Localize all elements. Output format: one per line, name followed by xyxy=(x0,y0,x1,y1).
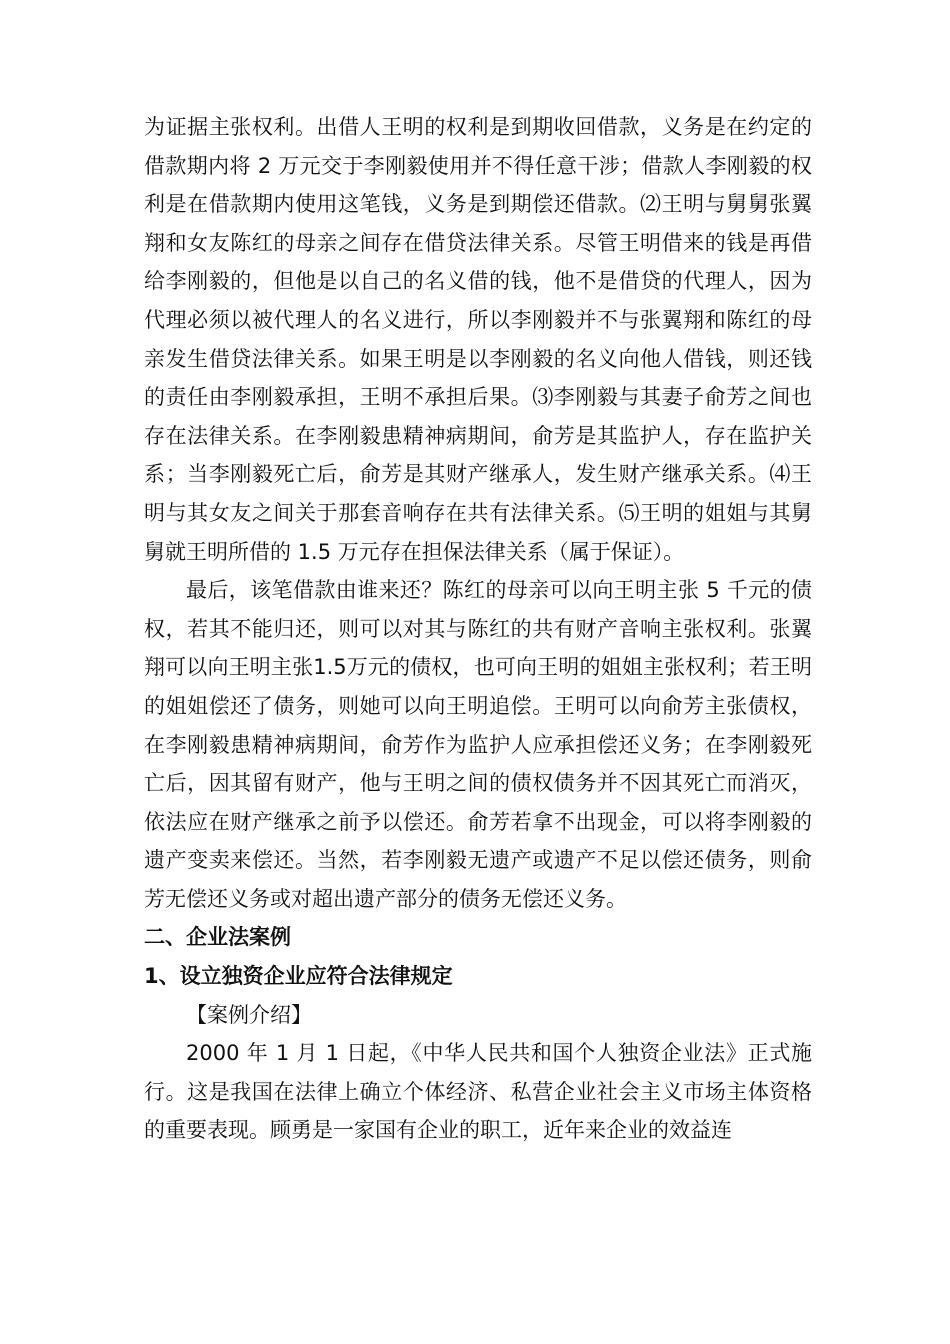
case-intro-label: 【案例介绍】 xyxy=(186,1002,312,1027)
paragraph-rights-relations: 为证据主张权利。出借人王明的权利是到期收回借款，义务是在约定的借款期内将 2 万元交于李刚毅使用并不得任意干涉；借款人李刚毅的权利是在借款期内使用这笔钱，义务是到期偿还借款。⑵王明与舅舅张翼翔和女友陈红的母亲之间存在借贷法律关系。尽管王明借来的钱是再借给李刚毅的，但他是以自己的名义借的钱，他不是借贷的代理人，因为代理必须以被代理人的名义进行，所以李刚毅并不与张翼翔和陈红的母亲发生借贷法律关系。如果王明是以李刚毅的名义向他人借钱，则还钱的责任由李刚毅承担，王明不承担后果。⑶李刚毅与其妻子俞芳之间也存在法律关系。在李刚毅患精神病期间，俞芳是其监护人，存在监护关系；当李刚毅死亡后，俞芳是其财产继承人，发生财产继承关系。⑷王明与其女友之间关于那套音响存在共有法律关系。⑸王明的姐姐与其舅舅就王明所借的 1.5 万元存在担保法律关系（属于保证）。 xyxy=(144,115,812,564)
section-heading-enterprise-law: 二、企业法案例 xyxy=(144,925,291,950)
paragraph-case-intro: 2000 年 1 月 1 日起，《中华人民共和国个人独资企业法》正式施行。这是我国在法律上确立个体经济、私营企业社会主义市场主体资格的重要表现。顾勇是一家国有企业的职工，近年来企业的效益连 xyxy=(144,1041,812,1143)
document-page xyxy=(144,108,812,1150)
paragraph-repayment: 最后，该笔借款由谁来还？陈红的母亲可以向王明主张 5 千元的债权，若其不能归还，则可以对其与陈红的共有财产音响主张权利。张翼翔可以向王明主张1.5万元的债权，也可向王明的姐姐主张权利；若王明的姐姐偿还了债务，则她可以向王明追偿。王明可以向俞芳主张债权，在李刚毅患精神病期间，俞芳作为监护人应承担偿还义务；在李刚毅死亡后，因其留有财产，他与王明之间的债权债务并不因其死亡而消灭，依法应在财产继承之前予以偿还。俞芳若拿不出现金，可以将李刚毅的遗产变卖来偿还。当然，若李刚毅无遗产或遗产不足以偿还债务，则俞芳无偿还义务或对超出遗产部分的债务无偿还义务。 xyxy=(144,578,812,911)
case-heading-sole-proprietorship: 1、设立独资企业应符合法律规定 xyxy=(144,964,453,989)
